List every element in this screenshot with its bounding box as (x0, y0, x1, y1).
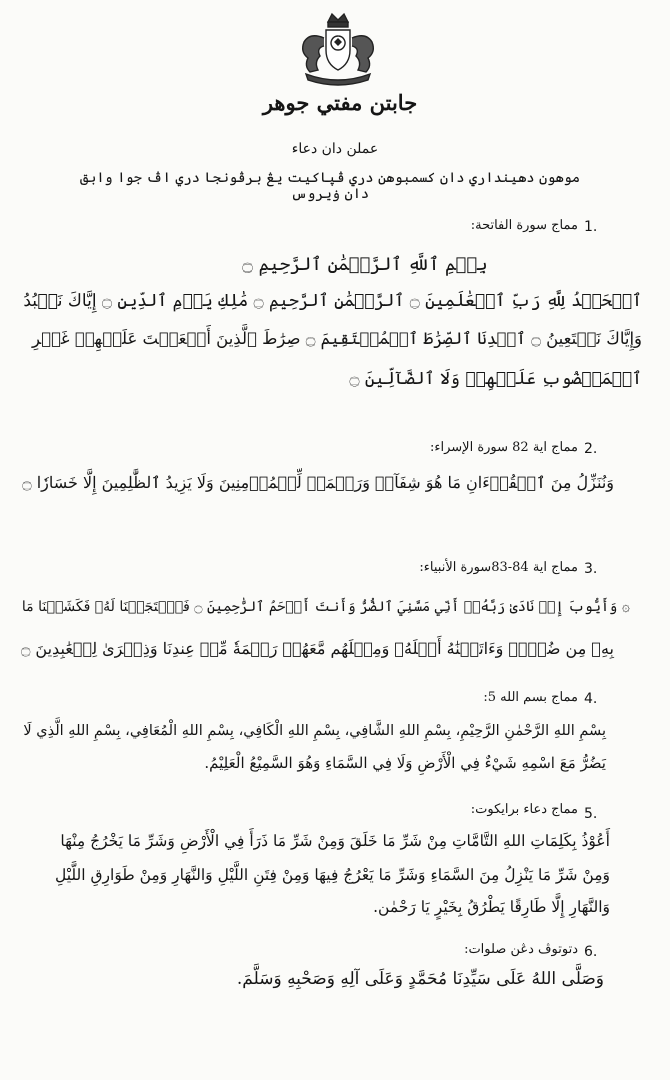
section-title: مماج اية 84-83سورة الأنبياء: (419, 560, 578, 575)
arabic-line: أَعُوْذُ بِكَلِمَاتِ اللهِ التَّامَّاتِ مِنْ شَرِّ مَا خَلَقَ وَمِنْ شَرِّ مَا ذَرَأَ فِي الْأَرْضِ وَشَرِّ مَا يَخْرُجُ مِنْهَا (60, 832, 610, 850)
arabic-line: ٱلۡمَغۡضُوبِ عَلَيۡهِمۡ وَلَا ٱلضَّآلِّينَ ۝ (349, 369, 642, 389)
arabic-line: ٱلۡحَمۡدُ لِلَّهِ رَبِّ ٱلۡعَٰلَمِينَ ۝ ٱلرَّحۡمَٰنِ ٱلرَّحِيمِ ۝ مَٰلِكِ يَوۡمِ ٱلدِّينِ ۝ إِيَّاكَ نَعۡبُدُ (23, 291, 642, 311)
section-number: 3. (584, 561, 598, 577)
section-title: مماج دعاء برايكوت: (470, 802, 578, 817)
page-title: جابتن مفتي جوهر (262, 90, 418, 115)
section-title: مماج سورة الفاتحة: (470, 218, 578, 233)
section-title: مماج اية 82 سورة الإسراء: (429, 440, 578, 455)
arabic-line: بِسْمِ اللهِ الرَّحْمٰنِ الرَّحِيْمِ، بِسْمِ اللهِ الشَّافِي، بِسْمِ اللهِ الْكَافِي، بِسْمِ اللهِ الْمُعَافِي، بِسْمِ اللهِ الَّذِي لَا (23, 723, 606, 739)
section-title: مماج بسم الله 5: (483, 690, 578, 705)
arabic-line: ۞ وَأَيُّوبَ إِذۡ نَادَىٰ رَبَّهُۥٓ أَنِّي مَسَّنِيَ ٱلضُّرُّ وَأَنتَ أَرۡحَمُ ٱلرَّٰحِمِينَ ۝ فَٱسۡتَجَبۡنَا لَهُۥ فَكَشَفۡنَا مَا (21, 599, 630, 615)
section-title: دتوتوڤ دڠن صلوات: (464, 942, 578, 957)
section-number: 4. (584, 691, 598, 707)
section-number: 6. (584, 944, 598, 960)
document-heading: عملن دان دعاء (291, 141, 379, 157)
section-number: 1. (584, 219, 598, 235)
arabic-line: وَصَلَّى اللهُ عَلَى سَيِّدِنَا مُحَمَّدٍ وَعَلَى آلِهِ وَصَحْبِهِ وَسَلَّمَ. (236, 969, 604, 989)
coat-of-arms-icon (288, 8, 388, 90)
section-number: 5. (584, 806, 598, 822)
arabic-line: بِسۡمِ ٱللَّهِ ٱلرَّحۡمَٰنِ ٱلرَّحِيمِ ۝ (242, 254, 488, 275)
arabic-line: بِهِۦ مِن ضُرّٖۖ وَءَاتَيۡنَٰهُ أَهۡلَهُۥ وَمِثۡلَهُم مَّعَهُمۡ رَحۡمَةٗ مِّنۡ عِندِنَا وَذِكۡرَىٰ لِلۡعَٰبِدِينَ ۝ (20, 639, 614, 658)
arabic-line: يَضُرُّ مَعَ اسْمِهِ شَيْءٌ فِي الْأَرْضِ وَلَا فِي السَّمَاءِ وَهُوَ السَّمِيْعُ الْعَلِيْمُ. (204, 754, 606, 772)
arabic-line: وَنُنَزِّلُ مِنَ ٱلۡقُرۡءَانِ مَا هُوَ شِفَآءٞ وَرَحۡمَةٞ لِّلۡمُؤۡمِنِينَ وَلَا يَزِيدُ ٱلظَّٰلِمِينَ إِلَّا خَسَارٗا ۝ (22, 473, 614, 492)
arabic-line: وَإِيَّاكَ نَسۡتَعِينُ ۝ ٱهۡدِنَا ٱلصِّرَٰطَ ٱلۡمُسۡتَقِيمَ ۝ صِرَٰطَ ٱلَّذِينَ أَنۡعَمۡتَ عَلَيۡهِمۡ غَيۡرِ (32, 329, 642, 348)
arabic-line: وَمِنْ شَرِّ مَا يَنْزِلُ مِنَ السَّمَاءِ وَشَرِّ مَا يَعْرُجُ فِيهَا وَمِنْ فِتَنِ اللَّيْلِ وَالنَّهَارِ وَمِنْ طَوَارِقِ اللَّيْلِ (55, 866, 610, 884)
document-subheading: موهون دهينداري دان كسمبوهن دري ڤپاكيت يڠ برڤونجا دري اڤ جوا وابق دان ۏيروس (79, 170, 581, 202)
arabic-line: وَالنَّهَارِ إِلَّا طَارِقًا يَطْرُقُ بِخَيْرٍ يَا رَحْمٰن. (373, 898, 610, 916)
section-number: 2. (584, 441, 598, 457)
